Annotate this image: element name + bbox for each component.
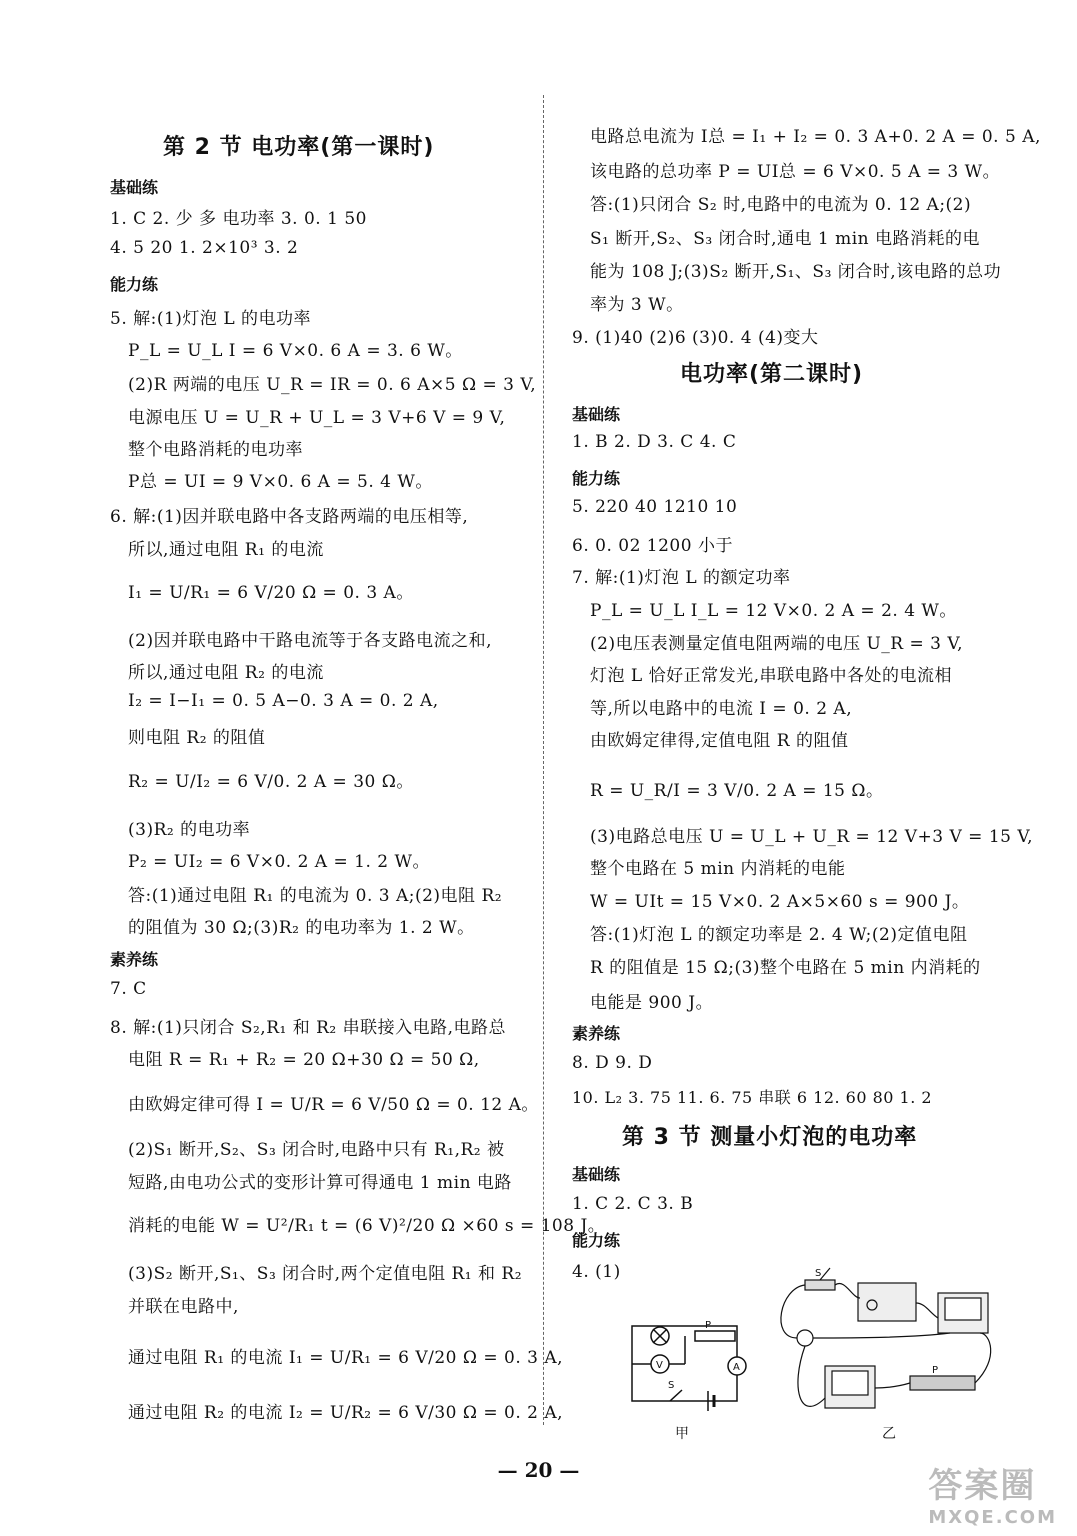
literacy-practice-heading: 素养练 (110, 950, 159, 969)
answer-line: 10. L₂ 3. 75 11. 6. 75 串联 6 12. 60 80 1. 2 (572, 1088, 933, 1107)
answer-line: I₂ = I−I₁ = 0. 5 A−0. 3 A = 0. 2 A, (128, 691, 439, 711)
answer-line: 6. 0. 02 1200 小于 (572, 536, 733, 556)
basic-practice-heading: 基础练 (110, 178, 159, 197)
answer-line: 电阻 R = R₁ + R₂ = 20 Ω+30 Ω = 50 Ω, (128, 1050, 480, 1070)
answer-line: (2)S₁ 断开,S₂、S₃ 闭合时,电路中只有 R₁,R₂ 被 (128, 1140, 505, 1160)
answer-line: 答:(1)灯泡 L 的额定功率是 2. 4 W;(2)定值电阻 (590, 925, 968, 945)
answer-line: 1. C 2. C 3. B (572, 1194, 694, 1214)
watermark-url: MXQE.COM (928, 1507, 1057, 1528)
answer-line: R 的阻值是 15 Ω;(3)整个电路在 5 min 内消耗的 (590, 958, 981, 978)
caption-yi: 乙 (882, 1426, 896, 1442)
literacy-practice-heading: 素养练 (572, 1024, 621, 1043)
answer-line: R = U_R/I = 3 V/0. 2 A = 15 Ω。 (590, 781, 884, 801)
answer-line: S₁ 断开,S₂、S₃ 闭合时,通电 1 min 电路消耗的电 (590, 229, 981, 249)
circuit-diagrams (620, 1258, 1020, 1448)
answer-line: R₂ = U/I₂ = 6 V/0. 2 A = 30 Ω。 (128, 772, 414, 792)
answer-line: 灯泡 L 恰好正常发光,串联电路中各处的电流相 (590, 666, 952, 686)
answer-line: 电能是 900 J。 (590, 993, 714, 1013)
ability-practice-heading: 能力练 (572, 1231, 621, 1250)
answer-line: 4. 5 20 1. 2×10³ 3. 2 (110, 238, 299, 258)
ammeter-label: A (733, 1362, 740, 1373)
answer-line: 8. D 9. D (572, 1053, 653, 1073)
answer-line: 答:(1)通过电阻 R₁ 的电流为 0. 3 A;(2)电阻 R₂ (128, 886, 503, 906)
answer-line: 4. (1) (572, 1262, 621, 1282)
answer-line: 能为 108 J;(3)S₂ 断开,S₁、S₃ 闭合时,该电路的总功 (590, 262, 1002, 282)
answer-line: 通过电阻 R₂ 的电流 I₂ = U/R₂ = 6 V/30 Ω = 0. 2 A, (128, 1403, 564, 1423)
answer-line: P总 = UI = 9 V×0. 6 A = 5. 4 W。 (128, 472, 433, 492)
watermark-text: 答案圈 (928, 1466, 1037, 1506)
answer-line: (2)R 两端的电压 U_R = IR = 0. 6 A×5 Ω = 3 V, (128, 375, 537, 395)
answer-line: 5. 解:(1)灯泡 L 的电功率 (110, 309, 312, 329)
answer-line: 整个电路在 5 min 内消耗的电能 (590, 859, 846, 879)
ability-practice-heading: 能力练 (110, 275, 159, 294)
answer-line: 由欧姆定律得,定值电阻 R 的阻值 (590, 731, 849, 751)
rheostat-symbol (695, 1331, 735, 1341)
answer-line: (2)电压表测量定值电阻两端的电压 U_R = 3 V, (590, 634, 964, 654)
power-supply (858, 1283, 916, 1321)
answer-line: 6. 解:(1)因并联电路中各支路两端的电压相等, (110, 507, 469, 527)
answer-line: P₂ = UI₂ = 6 V×0. 2 A = 1. 2 W。 (128, 852, 430, 872)
answer-line: 通过电阻 R₁ 的电流 I₁ = U/R₁ = 6 V/20 Ω = 0. 3 A, (128, 1348, 564, 1368)
answer-line: 等,所以电路中的电流 I = 0. 2 A, (590, 699, 853, 719)
answer-line: 整个电路消耗的电功率 (128, 440, 303, 460)
section-title-3: 第 3 节 测量小灯泡的电功率 (622, 1125, 918, 1150)
answer-line: (3)电路总电压 U = U_L + U_R = 12 V+3 V = 15 V, (590, 827, 1034, 847)
caption-jia: 甲 (675, 1426, 689, 1442)
answer-line: W = UIt = 15 V×0. 2 A×5×60 s = 900 J。 (590, 892, 970, 912)
watermark-logo (928, 1458, 1057, 1528)
basic-practice-heading: 基础练 (572, 1165, 621, 1184)
column-divider (543, 95, 544, 1425)
basic-practice-heading: 基础练 (572, 405, 621, 424)
answer-line: 5. 220 40 1210 10 (572, 497, 738, 517)
answer-line: 9. (1)40 (2)6 (3)0. 4 (4)变大 (572, 328, 819, 348)
answer-line: 答:(1)只闭合 S₂ 时,电路中的电流为 0. 12 A;(2) (590, 195, 972, 215)
answer-line: P_L = U_L I_L = 12 V×0. 2 A = 2. 4 W。 (590, 601, 957, 621)
answer-line: I₁ = U/R₁ = 6 V/20 Ω = 0. 3 A。 (128, 583, 414, 603)
answer-line: (3)S₂ 断开,S₁、S₃ 闭合时,两个定值电阻 R₁ 和 R₂ (128, 1264, 523, 1284)
switch-label-physical: S (815, 1268, 822, 1279)
answer-line: P_L = U_L I = 6 V×0. 6 A = 3. 6 W。 (128, 341, 463, 361)
schematic-circuit (632, 1326, 746, 1411)
answer-line: 8. 解:(1)只闭合 S₂,R₁ 和 R₂ 串联接入电路,电路总 (110, 1018, 507, 1038)
switch-label: S (668, 1380, 675, 1391)
answer-line: 电源电压 U = U_R + U_L = 3 V+6 V = 9 V, (128, 408, 506, 428)
answer-line: 并联在电路中, (128, 1297, 239, 1317)
answer-line: 7. 解:(1)灯泡 L 的额定功率 (572, 568, 791, 588)
answer-line: 则电阻 R₂ 的阻值 (128, 728, 266, 748)
page-number: — 20 — (497, 1458, 580, 1482)
physical-circuit (781, 1268, 991, 1408)
answer-line: 率为 3 W。 (590, 295, 684, 315)
answer-line: 所以,通过电阻 R₂ 的电流 (128, 663, 324, 683)
answer-line: (2)因并联电路中干路电流等于各支路电流之和, (128, 631, 492, 651)
answer-line: 消耗的电能 W = U²/R₁ t = (6 V)²/20 Ω ×60 s = 108 J。 (128, 1216, 606, 1236)
answer-line: 电路总电流为 I总 = I₁ + I₂ = 0. 3 A+0. 2 A = 0. 5 A, (590, 127, 1041, 147)
answer-line: 1. B 2. D 3. C 4. C (572, 432, 737, 452)
slider-label: P (705, 1320, 712, 1331)
section-title-2: 第 2 节 电功率(第一课时) (163, 135, 435, 160)
answer-line: 该电路的总功率 P = UI总 = 6 V×0. 5 A = 3 W。 (590, 162, 1001, 182)
ability-practice-heading: 能力练 (572, 469, 621, 488)
answer-line: (3)R₂ 的电功率 (128, 820, 251, 840)
section-title-2-part2: 电功率(第二课时) (680, 362, 864, 387)
answer-line: 的阻值为 30 Ω;(3)R₂ 的电功率为 1. 2 W。 (128, 918, 475, 938)
answer-line: 由欧姆定律可得 I = U/R = 6 V/50 Ω = 0. 12 A。 (128, 1095, 539, 1115)
answer-line: 所以,通过电阻 R₁ 的电流 (128, 540, 324, 560)
answer-line: 1. C 2. 少 多 电功率 3. 0. 1 50 (110, 209, 367, 229)
switch-device (805, 1280, 835, 1290)
bulb-device (797, 1330, 813, 1346)
answer-line: 短路,由电功公式的变形计算可得通电 1 min 电路 (128, 1173, 512, 1193)
voltmeter-label: V (656, 1360, 663, 1371)
answer-line: 7. C (110, 979, 147, 999)
rheostat-device (910, 1376, 975, 1390)
slider-label-physical: P (932, 1365, 939, 1376)
